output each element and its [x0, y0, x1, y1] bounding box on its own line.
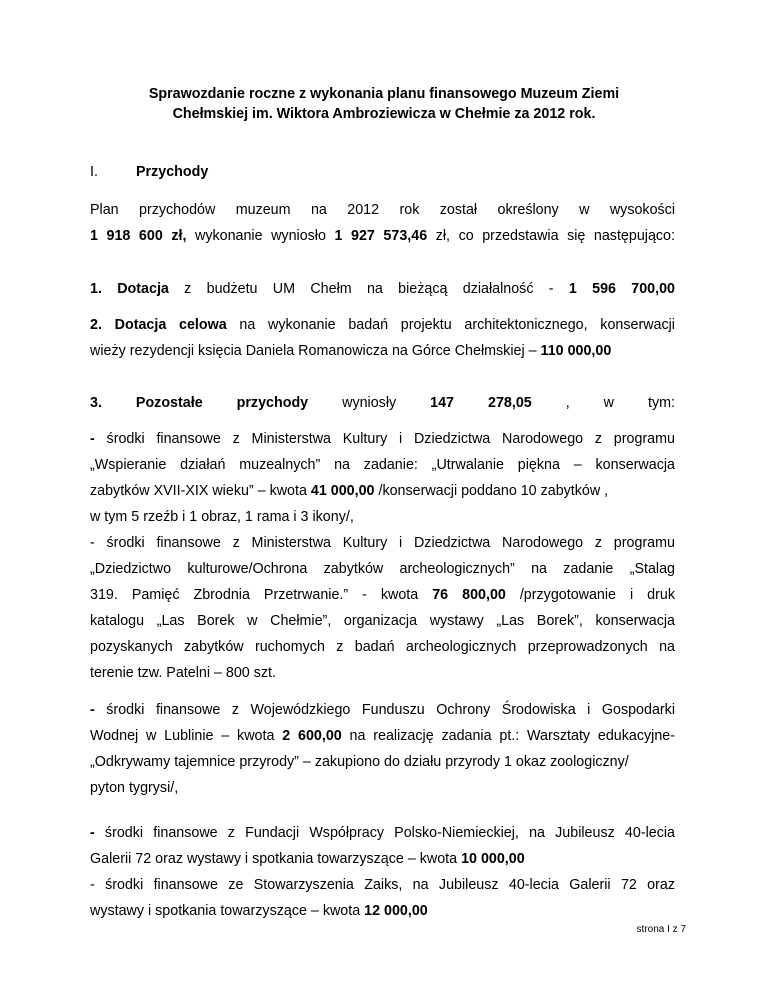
- intro-executed-text: wykonanie wyniosło: [186, 228, 335, 244]
- g1-text-7a: 319. Pamięć Zbrodnia Przetrwanie.” - kwota: [90, 587, 433, 603]
- funding-group-1: [90, 426, 675, 686]
- g1-amount-1: 41 000,00: [310, 483, 375, 499]
- item-1: [90, 276, 675, 302]
- g1-line-1: [90, 426, 675, 452]
- document-title: [80, 84, 688, 124]
- item-2-line-2: [90, 338, 675, 364]
- g1-dash: -: [90, 431, 95, 447]
- g1-line-2: „Wspieranie działań muzealnych” na zadanie: „Utrwalanie piękna – konserwacja: [90, 457, 675, 473]
- item-2-amount: 110 000,00: [540, 343, 612, 359]
- intro-line-2: [90, 223, 675, 249]
- item-1-line: [90, 276, 675, 302]
- g1-line-4: w tym 5 rzeźb i 1 obraz, 1 rama i 3 ikony/,: [90, 509, 354, 525]
- g2-text-2b: na realizację zadania pt.: Warsztaty edukacyjne-: [341, 728, 675, 744]
- intro-tail: zł, co przedstawia się następująco:: [427, 228, 675, 244]
- g1-line-10: terenie tzw. Patelni – 800 szt.: [90, 665, 276, 681]
- g1-line-6: „Dziedzictwo kulturowe/Ochrona zabytków archeologicznych” na zadanie „Stalag: [90, 561, 675, 577]
- g3-line-4: [90, 898, 675, 924]
- g1-line-7: [90, 582, 675, 608]
- g1-line-3: [90, 478, 675, 504]
- item-3-tail: , w tym:: [531, 395, 675, 411]
- g1-line-5: - środki finansowe z Ministerstwa Kultury i Dziedzictwa Narodowego z programu: [90, 535, 675, 551]
- g1-text-1: środki finansowe z Ministerstwa Kultury i Dziedzictwa Narodowego z programu: [94, 431, 675, 447]
- item-1-amount: 1 596 700,00: [568, 281, 675, 297]
- item-3-text: wyniosły: [308, 395, 431, 411]
- section-name: Przychody: [136, 164, 209, 180]
- g2-line-1: [90, 697, 675, 723]
- item-2-label: 2. Dotacja celowa: [90, 317, 227, 333]
- g1-amount-2: 76 800,00: [432, 587, 506, 603]
- g3-text-1: środki finansowe z Fundacji Współpracy Polsko-Niemieckiej, na Jubileusz 40-lecia: [94, 825, 675, 841]
- title-line-1: Sprawozdanie roczne z wykonania planu finansowego Muzeum Ziemi: [148, 86, 620, 102]
- g2-line-4: pyton tygrysi/,: [90, 780, 179, 796]
- g3-amount-1: 10 000,00: [461, 851, 525, 867]
- g1-text-3a: zabytków XVII-XIX wieku” – kwota: [90, 483, 311, 499]
- item-2-line-1: [90, 312, 675, 338]
- g3-text-4a: wystawy i spotkania towarzyszące – kwota: [90, 903, 365, 919]
- item-3: [90, 390, 675, 416]
- g2-amount: 2 600,00: [282, 728, 342, 744]
- g3-amount-2: 12 000,00: [364, 903, 428, 919]
- intro-paragraph: [90, 197, 675, 249]
- funding-group-3: [90, 820, 675, 924]
- executed-amount: 1 927 573,46: [334, 228, 428, 244]
- funding-group-2: [90, 697, 675, 801]
- item-2: [90, 312, 675, 364]
- g1-line-9: pozyskanych zabytków ruchomych z badań archeologicznych przeprowadzonych na: [90, 639, 675, 655]
- item-2-text-2: wieży rezydencji księcia Daniela Romanowicza na Górce Chełmskiej –: [90, 343, 541, 359]
- g2-dash: -: [90, 702, 95, 718]
- g2-text-1: środki finansowe z Wojewódzkiego Funduszu Ochrony Środowiska i Gospodarki: [94, 702, 675, 718]
- g3-text-2a: Galerii 72 oraz wystawy i spotkania towarzyszące – kwota: [90, 851, 462, 867]
- g3-line-2: [90, 846, 675, 872]
- intro-line-1: Plan przychodów muzeum na 2012 rok został określony w wysokości: [90, 202, 675, 218]
- plan-amount: 1 918 600 zł,: [90, 228, 187, 244]
- g1-line-8: katalogu „Las Borek w Chełmie”, organizacja wystawy „Las Borek”, konserwacja: [90, 613, 675, 629]
- item-3-label: 3. Pozostałe przychody: [90, 395, 309, 411]
- item-3-amount: 147 278,05: [430, 395, 532, 411]
- section-number: I.: [90, 164, 98, 180]
- item-1-label: 1. Dotacja: [90, 281, 169, 297]
- g3-line-3: - środki finansowe ze Stowarzyszenia Zaiks, na Jubileusz 40-lecia Galerii 72 oraz: [90, 877, 675, 893]
- g3-line-1: [90, 820, 675, 846]
- item-1-text: z budżetu UM Chełm na bieżącą działalność -: [168, 281, 569, 297]
- page-footer: strona I z 7: [636, 924, 686, 935]
- g2-line-3: „Odkrywamy tajemnice przyrody” – zakupiono do działu przyrody 1 okaz zoologiczny/: [90, 754, 629, 770]
- item-2-text-1: na wykonanie badań projektu architektonicznego, konserwacji: [226, 317, 675, 333]
- g1-text-7b: /przygotowanie i druk: [505, 587, 675, 603]
- title-line-2: Chełmskiej im. Wiktora Ambroziewicza w Chełmie za 2012 rok.: [172, 106, 596, 122]
- g1-text-3b: /konserwacji poddano 10 zabytków ,: [374, 483, 609, 499]
- g2-line-2: [90, 723, 675, 749]
- item-3-line: [90, 390, 675, 416]
- g3-dash: -: [90, 825, 95, 841]
- g2-text-2a: Wodnej w Lublinie – kwota: [90, 728, 283, 744]
